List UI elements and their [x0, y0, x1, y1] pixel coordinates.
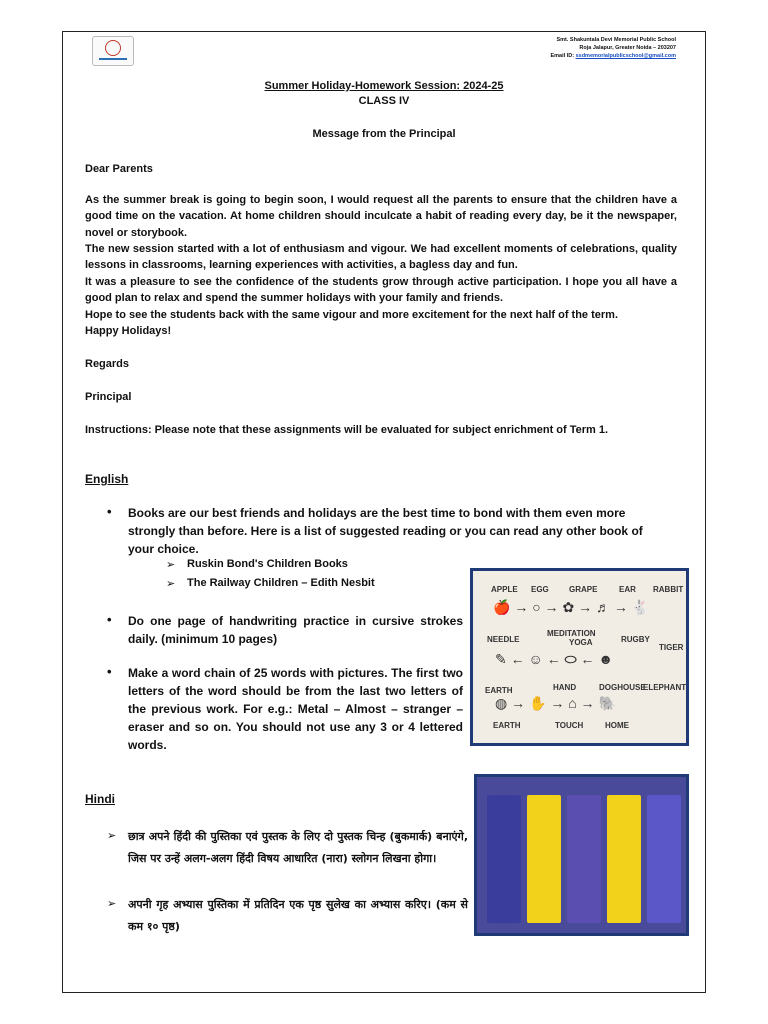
bookmark-5: [647, 795, 681, 923]
english-heading: English: [85, 472, 129, 486]
word-label: HOME: [605, 721, 629, 730]
word-label: EAR: [619, 585, 636, 594]
bullet-dot: •: [107, 612, 112, 627]
signature: Principal: [85, 391, 132, 403]
english-bullet-2: Do one page of handwriting practice in cursive strokes daily. (minimum 10 pages): [128, 614, 463, 646]
bullet-dot: •: [107, 504, 112, 519]
email-label: Email ID:: [550, 53, 575, 59]
bullet-dot: •: [107, 664, 112, 679]
hindi-heading: Hindi: [85, 792, 115, 806]
bookmark-2: [527, 795, 561, 923]
arrow-icon: ➢: [107, 898, 117, 910]
bookmarks-image: [474, 774, 689, 936]
earth-icon: ◍ → ✋ → ⌂ → 🐘: [495, 695, 616, 711]
word-label: YOGA: [569, 638, 593, 647]
word-label: EARTH: [493, 721, 521, 730]
paragraph-2: The new session started with a lot of enthusiasm and vigour. We had excellent moments of celebrations, quality lessons in classrooms, learning experiences with activities, a bagless day and fun.: [85, 243, 677, 272]
arrow-icon: ➢: [166, 559, 176, 571]
word-label: APPLE: [491, 585, 518, 594]
word-label: GRAPE: [569, 585, 598, 594]
hindi-item-1: छात्र अपने हिंदी की पुस्तिका एवं पुस्तक के लिए दो पुस्तक चिन्ह (बुकमार्क) बनाएंगे, जिस पर उन्हें अलग-अलग हिंदी विषय आधारित (नारा) स्लोगन लिखना होगा।: [128, 830, 468, 865]
school-address: Roja Jalapur, Greater Noida – 203207: [579, 45, 676, 51]
hindi-item-2: अपनी गृह अभ्यास पुस्तिका में प्रतिदिन एक पृष्ठ सुलेख का अभ्यास करिए। (कम से कम १० पृष्ठ): [128, 898, 468, 933]
needle-icon: ✎ ← ☺ ← ⬭ ← ☻: [495, 651, 614, 667]
apple-icon: 🍎 → ○ → ✿ → ♬ → 🐇: [493, 599, 650, 615]
word-label: ELEPHANT: [643, 683, 687, 692]
word-label: TOUCH: [555, 721, 584, 730]
bookmark-1: [487, 795, 521, 923]
logo-underline: [99, 58, 127, 60]
instructions: Instructions: Please note that these assignments will be evaluated for subject enrichment of Term 1.: [85, 424, 609, 436]
paragraph-1: As the summer break is going to begin soon, I would request all the parents to ensure that the children have a good time on the vacation. At home children should inculcate a habit of reading every day, be it the newspaper, novel or storybook.: [85, 194, 677, 239]
bookmark-3: [567, 795, 601, 923]
word-label: MEDITATION: [547, 629, 596, 638]
book-2: The Railway Children – Edith Nesbit: [187, 577, 375, 589]
regards: Regards: [85, 358, 130, 370]
english-bullet-1: Books are our best friends and holidays are the best time to bond with them even more strongly than before. Here is a list of suggested reading or you can read any other book of your choice.: [128, 506, 643, 556]
word-label: EGG: [531, 585, 549, 594]
book-1: Ruskin Bond's Children Books: [187, 558, 348, 570]
word-label: RUGBY: [621, 635, 650, 644]
word-chain-image: [470, 568, 689, 746]
word-label: RABBIT: [653, 585, 684, 594]
email-link[interactable]: ssdmemorialpublicschool@gmail.com: [575, 53, 676, 59]
arrow-icon: ➢: [166, 578, 176, 590]
word-label: EARTH: [485, 686, 513, 695]
school-header: [551, 36, 677, 60]
word-label: DOGHOUSE: [599, 683, 646, 692]
bookmark-4: [607, 795, 641, 923]
english-bullet-3: Make a word chain of 25 words with pictures. The first two letters of the word should be from the last two letters of the previous work. For e.g.: Metal – Almost – stranger – eraser and so on. You should not use any 3 or 4 lettered words.: [128, 666, 463, 752]
paragraph-3: It was a pleasure to see the confidence of the students grow through active participation. I hope you all have a good plan to relax and spend the summer holidays with your family and friends.: [85, 276, 677, 305]
paragraph-5: Happy Holidays!: [85, 325, 172, 337]
school-name: Smt. Shakuntala Devi Memorial Public School: [556, 37, 676, 43]
word-label: TIGER: [659, 643, 684, 652]
document-title: Summer Holiday-Homework Session: 2024-25: [264, 80, 504, 92]
arrow-icon: ➢: [107, 830, 117, 842]
word-label: NEEDLE: [487, 635, 520, 644]
greeting: Dear Parents: [85, 163, 153, 175]
word-label: HAND: [553, 683, 577, 692]
school-logo: [92, 36, 134, 66]
message-title: Message from the Principal: [312, 128, 456, 140]
paragraph-4: Hope to see the students back with the same vigour and more excitement for the next half of the term.: [85, 309, 618, 321]
logo-emblem: [105, 40, 121, 56]
class-label: CLASS IV: [358, 95, 410, 107]
